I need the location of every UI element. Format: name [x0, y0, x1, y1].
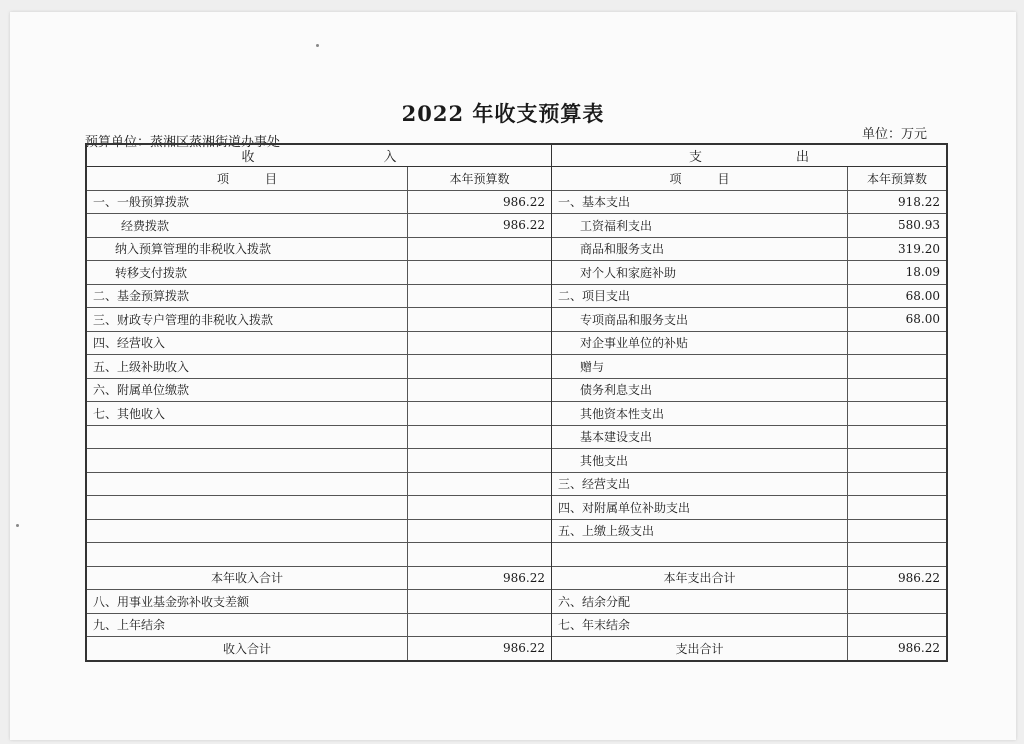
income-item-cell: 一、一般预算拨款: [87, 191, 408, 214]
expense-value-cell: 918.22: [898, 194, 940, 209]
income-row: [87, 496, 551, 520]
expense-value-cell: 319.20: [898, 241, 940, 256]
income-row: [87, 473, 551, 497]
expense-column-header: [552, 167, 946, 191]
income-row: [87, 614, 551, 638]
expense-value-cell: [848, 520, 946, 543]
scan-speck: [16, 524, 19, 527]
income-value-cell: [408, 285, 551, 308]
income-row: [87, 332, 551, 356]
expense-value-cell: [848, 332, 946, 355]
expense-value-cell: [848, 496, 946, 519]
expense-item-cell: 六、结余分配: [552, 590, 848, 613]
income-value-cell: [408, 355, 551, 378]
expense-item-cell: 对企事业单位的补贴: [552, 332, 848, 355]
expense-row: [552, 379, 946, 403]
expense-item-cell: 三、经营支出: [552, 473, 848, 496]
income-value-cell: [408, 332, 551, 355]
income-item-cell: [87, 426, 408, 449]
income-col-value: 本年预算数: [449, 171, 510, 186]
income-row: [87, 191, 551, 215]
income-item-cell: 收入合计: [87, 637, 408, 660]
expense-item-cell: 四、对附属单位补助支出: [552, 496, 848, 519]
expense-section: [551, 145, 946, 660]
expense-col-item: 项 目: [552, 167, 848, 190]
income-value-cell: 986.22: [503, 218, 545, 233]
expense-item-cell: 一、基本支出: [552, 191, 848, 214]
expense-value-cell: [848, 614, 946, 637]
expense-value-cell: [848, 590, 946, 613]
expense-item-cell: 赠与: [552, 355, 848, 378]
income-row: [87, 308, 551, 332]
income-header-char-1: 收: [241, 150, 255, 165]
income-item-cell: [87, 496, 408, 519]
expense-item-cell: [552, 543, 848, 566]
income-value-cell: [408, 238, 551, 261]
expense-row: [552, 402, 946, 426]
income-value-cell: [408, 426, 551, 449]
income-value-cell: 986.22: [503, 641, 545, 656]
scan-speck: [316, 44, 319, 47]
income-item-cell: [87, 449, 408, 472]
expense-item-cell: 二、项目支出: [552, 285, 848, 308]
expense-value-cell: 68.00: [905, 288, 940, 303]
income-row: [87, 238, 551, 262]
expense-item-cell: 专项商品和服务支出: [552, 308, 848, 331]
income-value-cell: [408, 308, 551, 331]
expense-item-cell: 其他支出: [552, 449, 848, 472]
expense-value-cell: [848, 379, 946, 402]
expense-item-cell: 支出合计: [552, 637, 848, 660]
income-row: [87, 590, 551, 614]
expense-row: [552, 285, 946, 309]
expense-header-char-2: 出: [795, 150, 809, 165]
income-rows: [87, 191, 551, 660]
expense-value-cell: 986.22: [898, 570, 940, 585]
income-item-cell: 九、上年结余: [87, 614, 408, 637]
expense-value-cell: 986.22: [898, 641, 940, 656]
expense-row: [552, 332, 946, 356]
income-row: [87, 214, 551, 238]
income-row: [87, 379, 551, 403]
income-row: [87, 285, 551, 309]
expense-value-cell: 580.93: [898, 218, 940, 233]
expense-value-cell: [848, 426, 946, 449]
expense-row: [552, 449, 946, 473]
income-value-cell: [408, 543, 551, 566]
income-item-cell: 四、经营收入: [87, 332, 408, 355]
income-value-cell: [408, 496, 551, 519]
income-row: [87, 637, 551, 660]
expense-rows: [552, 191, 946, 660]
expense-item-cell: 对个人和家庭补助: [552, 261, 848, 284]
expense-item-cell: 商品和服务支出: [552, 238, 848, 261]
income-value-cell: [408, 473, 551, 496]
income-item-cell: [87, 543, 408, 566]
income-value-cell: [408, 449, 551, 472]
income-value-cell: [408, 379, 551, 402]
income-row: [87, 355, 551, 379]
expense-row: [552, 543, 946, 567]
expense-value-cell: [848, 449, 946, 472]
income-item-cell: [87, 473, 408, 496]
expense-value-cell: [848, 402, 946, 425]
income-item-cell: 三、财政专户管理的非税收入拨款: [87, 308, 408, 331]
income-section: [87, 145, 551, 660]
expense-item-cell: 本年支出合计: [552, 567, 848, 590]
income-item-cell: 五、上级补助收入: [87, 355, 408, 378]
income-value-cell: 986.22: [503, 194, 545, 209]
expense-row: [552, 261, 946, 285]
income-item-cell: [87, 520, 408, 543]
page-title: 2022 年收支预算表: [401, 101, 605, 126]
income-value-cell: [408, 614, 551, 637]
expense-row: [552, 426, 946, 450]
income-value-cell: [408, 590, 551, 613]
budget-table: [85, 143, 948, 662]
income-row: [87, 426, 551, 450]
income-item-cell: 六、附属单位缴款: [87, 379, 408, 402]
expense-row: [552, 614, 946, 638]
budget-unit-label: 预算单位：蒸湘区蒸湘街道办事处: [85, 135, 281, 150]
expense-value-cell: 18.09: [905, 265, 940, 280]
income-item-cell: 转移支付拨款: [87, 261, 408, 284]
income-header: [87, 145, 551, 167]
expense-row: [552, 214, 946, 238]
expense-row: [552, 567, 946, 591]
expense-row: [552, 238, 946, 262]
expense-item-cell: 债务利息支出: [552, 379, 848, 402]
income-value-cell: [408, 520, 551, 543]
expense-row: [552, 473, 946, 497]
expense-row: [552, 191, 946, 215]
income-value-cell: [408, 261, 551, 284]
income-row: [87, 520, 551, 544]
income-header-char-2: 入: [383, 150, 397, 165]
expense-item-cell: 基本建设支出: [552, 426, 848, 449]
expense-row: [552, 496, 946, 520]
expense-value-cell: [848, 355, 946, 378]
expense-row: [552, 520, 946, 544]
income-value-cell: [408, 402, 551, 425]
income-row: [87, 261, 551, 285]
income-value-cell: 986.22: [503, 570, 545, 585]
income-item-cell: 纳入预算管理的非税收入拨款: [87, 238, 408, 261]
expense-item-cell: 七、年末结余: [552, 614, 848, 637]
expense-row: [552, 355, 946, 379]
income-item-cell: 二、基金预算拨款: [87, 285, 408, 308]
money-unit-label: 单位：万元: [862, 127, 928, 142]
expense-value-cell: [848, 473, 946, 496]
expense-row: [552, 308, 946, 332]
income-item-cell: 经费拨款: [87, 214, 408, 237]
expense-row: [552, 590, 946, 614]
income-item-cell: 八、用事业基金弥补收支差额: [87, 590, 408, 613]
expense-header-char-1: 支: [688, 150, 702, 165]
income-row: [87, 567, 551, 591]
income-col-item: 项 目: [87, 167, 408, 190]
income-item-cell: 七、其他收入: [87, 402, 408, 425]
expense-value-cell: 68.00: [905, 312, 940, 327]
expense-value-cell: [848, 543, 946, 566]
expense-item-cell: 工资福利支出: [552, 214, 848, 237]
expense-item-cell: 五、上缴上级支出: [552, 520, 848, 543]
income-row: [87, 543, 551, 567]
income-row: [87, 402, 551, 426]
income-column-header: [87, 167, 551, 191]
expense-row: [552, 637, 946, 660]
expense-header: [552, 145, 946, 167]
expense-col-value: 本年预算数: [866, 171, 927, 186]
expense-item-cell: 其他资本性支出: [552, 402, 848, 425]
income-item-cell: 本年收入合计: [87, 567, 408, 590]
income-row: [87, 449, 551, 473]
